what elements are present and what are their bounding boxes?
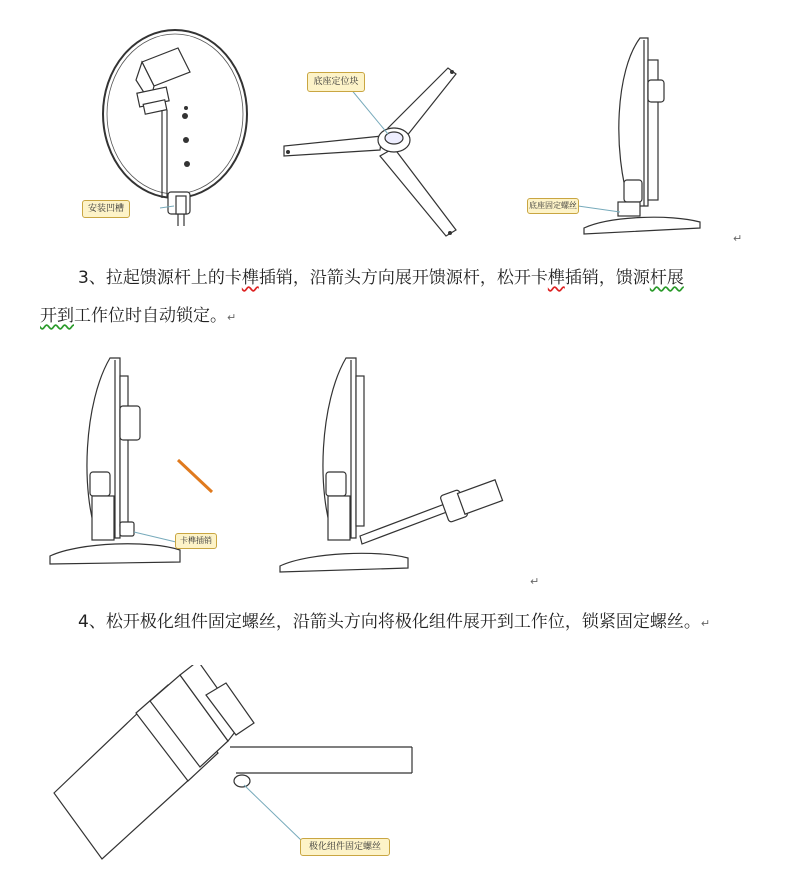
- paragraph-mark: ↵: [530, 575, 540, 588]
- step3-text-e: 插销，馈源: [564, 268, 650, 288]
- step3-text-g: 开到: [40, 306, 74, 326]
- step3-text-d: 榫: [547, 268, 565, 288]
- step4-line: [78, 604, 710, 642]
- step3-text-h: 工作位时自动锁定。: [74, 306, 227, 326]
- step3-line2: [40, 298, 236, 336]
- base-locator-callout: 底座定位块: [307, 72, 365, 92]
- base-screw-callout: 底座固定螺丝: [527, 198, 579, 214]
- step3-text-f: 杆展: [649, 268, 684, 288]
- base-figure: [270, 60, 485, 245]
- paragraph-mark: ↵: [733, 232, 743, 245]
- step3-line1: [78, 260, 684, 296]
- step3-text-b: 榫: [241, 268, 259, 288]
- step3-text-c: 插销，沿箭头方向展开馈源杆，松开卡: [258, 268, 548, 288]
- polarization-figure: [40, 665, 420, 865]
- step3-text-a: 3、拉起馈源杆上的卡: [78, 268, 242, 288]
- mount-groove-callout: 安装凹槽: [82, 200, 130, 218]
- polarization-screw-callout: 极化组件固定螺丝: [300, 838, 390, 856]
- latch-pin-callout: 卡榫插销: [175, 533, 217, 549]
- step4-text: 4、松开极化组件固定螺丝，沿箭头方向将极化组件展开到工作位，锁紧固定螺丝。: [78, 612, 701, 632]
- paragraph-mark: ↵: [700, 617, 711, 630]
- paragraph-mark: ↵: [227, 311, 237, 324]
- feed-extended-figure: [270, 352, 515, 582]
